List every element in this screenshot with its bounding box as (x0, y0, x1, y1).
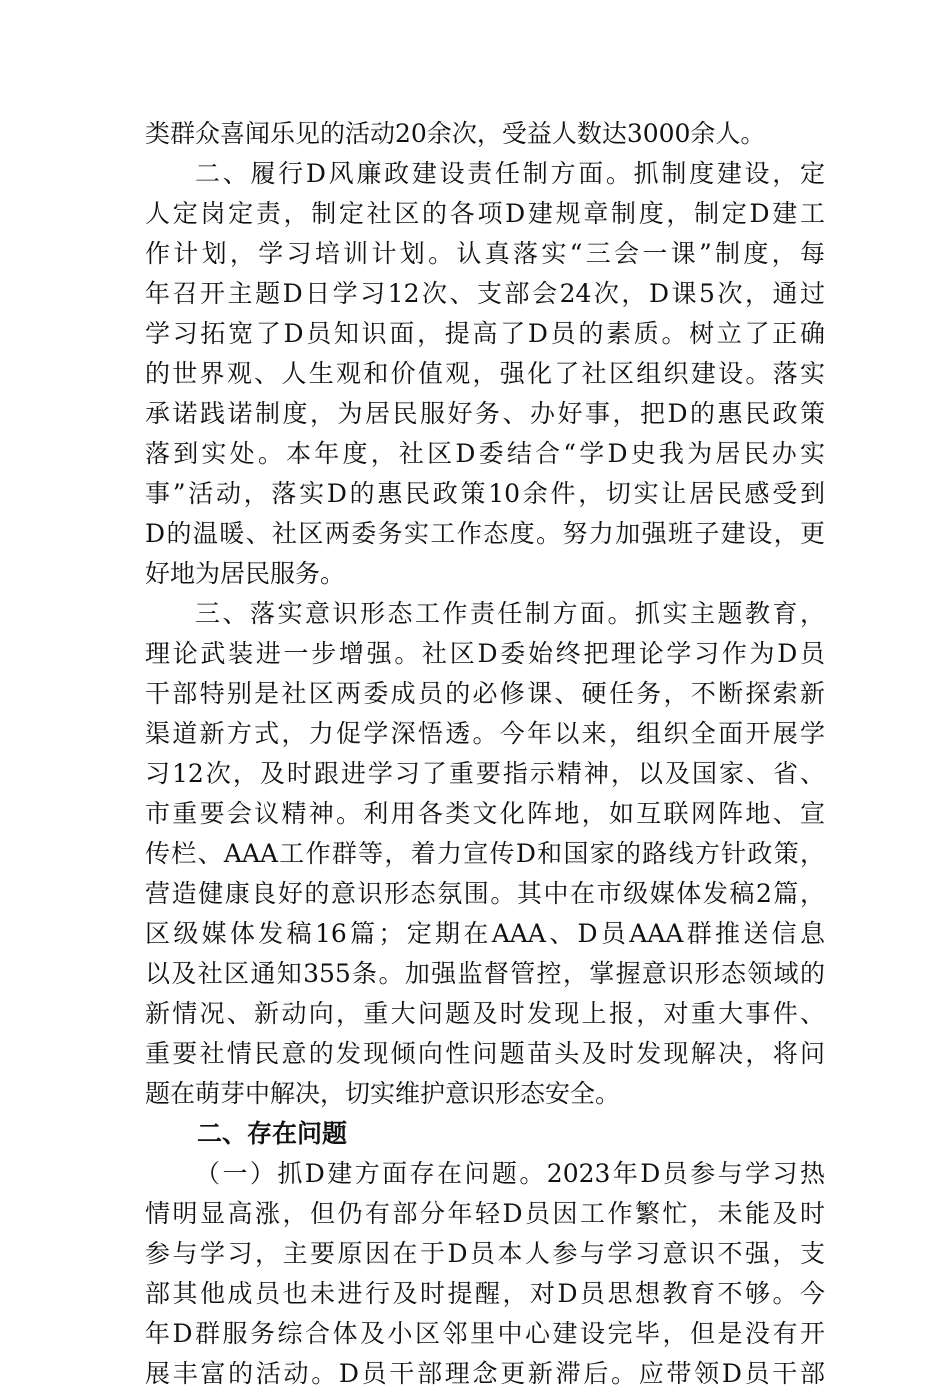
paragraph-line: 学习拓宽了D员知识面，提高了D员的素质。树立了正确 (145, 319, 825, 348)
paragraph-line: 事”活动，落实D的惠民政策10余件，切实让居民感受到 (145, 479, 825, 508)
paragraph-line: 类群众喜闻乐见的活动20余次，受益人数达3000余人。 (145, 119, 766, 148)
paragraph-line: 年D群服务综合体及小区邻里中心建设完毕，但是没有开 (145, 1319, 825, 1348)
paragraph-line: 年召开主题D日学习12次、支部会24次，D课5次，通过 (145, 279, 825, 308)
paragraph-line: 作计划，学习培训计划。认真落实“三会一课”制度，每 (145, 239, 825, 268)
paragraph-line: 承诺践诺制度，为居民服好务、办好事，把D的惠民政策 (145, 399, 825, 428)
paragraph-line: 的世界观、人生观和价值观，强化了社区组织建设。落实 (145, 359, 825, 388)
paragraph-line: 区级媒体发稿16篇；定期在AAA、D员AAA群推送信息 (145, 919, 825, 948)
section-heading: 二、存在问题 (197, 1119, 348, 1148)
problem-1-lead-line: （一）抓D建方面存在问题。2023年D员参与学习热 (195, 1159, 825, 1188)
paragraph-line: 新情况、新动向，重大问题及时发现上报，对重大事件、 (145, 999, 825, 1028)
section-2-lead-line: 二、履行D风廉政建设责任制方面。抓制度建设，定 (195, 159, 825, 188)
paragraph-line: 好地为居民服务。 (145, 559, 346, 588)
paragraph-line: 理论武装进一步增强。社区D委始终把理论学习作为D员 (145, 639, 825, 668)
paragraph-line: 部其他成员也未进行及时提醒，对D员思想教育不够。今 (145, 1279, 825, 1308)
document-body (145, 114, 825, 1394)
paragraph-line: 干部特别是社区两委成员的必修课、硬任务，不断探索新 (145, 679, 825, 708)
paragraph-line: 人定岗定责，制定社区的各项D建规章制度，制定D建工 (145, 199, 825, 228)
paragraph-line: D的温暖、社区两委务实工作态度。努力加强班子建设，更 (145, 519, 825, 548)
paragraph-line: 情明显高涨，但仍有部分年轻D员因工作繁忙，未能及时 (145, 1199, 825, 1228)
paragraph-line: 展丰富的活动。D员干部理念更新滞后。应带领D员干部 (145, 1359, 825, 1388)
paragraph-line: 营造健康良好的意识形态氛围。其中在市级媒体发稿2篇， (145, 879, 825, 908)
paragraph-line: 重要社情民意的发现倾向性问题苗头及时发现解决，将问 (145, 1039, 825, 1068)
paragraph-line: 落到实处。本年度，社区D委结合“学D史我为居民办实 (145, 439, 825, 468)
paragraph-line: 参与学习，主要原因在于D员本人参与学习意识不强，支 (145, 1239, 825, 1268)
section-3-lead-line: 三、落实意识形态工作责任制方面。抓实主题教育， (195, 599, 825, 628)
paragraph-line: 市重要会议精神。利用各类文化阵地，如互联网阵地、宣 (145, 799, 825, 828)
paragraph-line: 题在萌芽中解决，切实维护意识形态安全。 (145, 1079, 621, 1108)
paragraph-line: 习12次，及时跟进学习了重要指示精神，以及国家、省、 (145, 759, 825, 788)
paragraph-line: 以及社区通知355条。加强监督管控，掌握意识形态领域的 (145, 959, 825, 988)
paragraph-line: 渠道新方式，力促学深悟透。今年以来，组织全面开展学 (145, 719, 825, 748)
paragraph-line: 传栏、AAA工作群等，着力宣传D和国家的路线方针政策， (145, 839, 825, 868)
